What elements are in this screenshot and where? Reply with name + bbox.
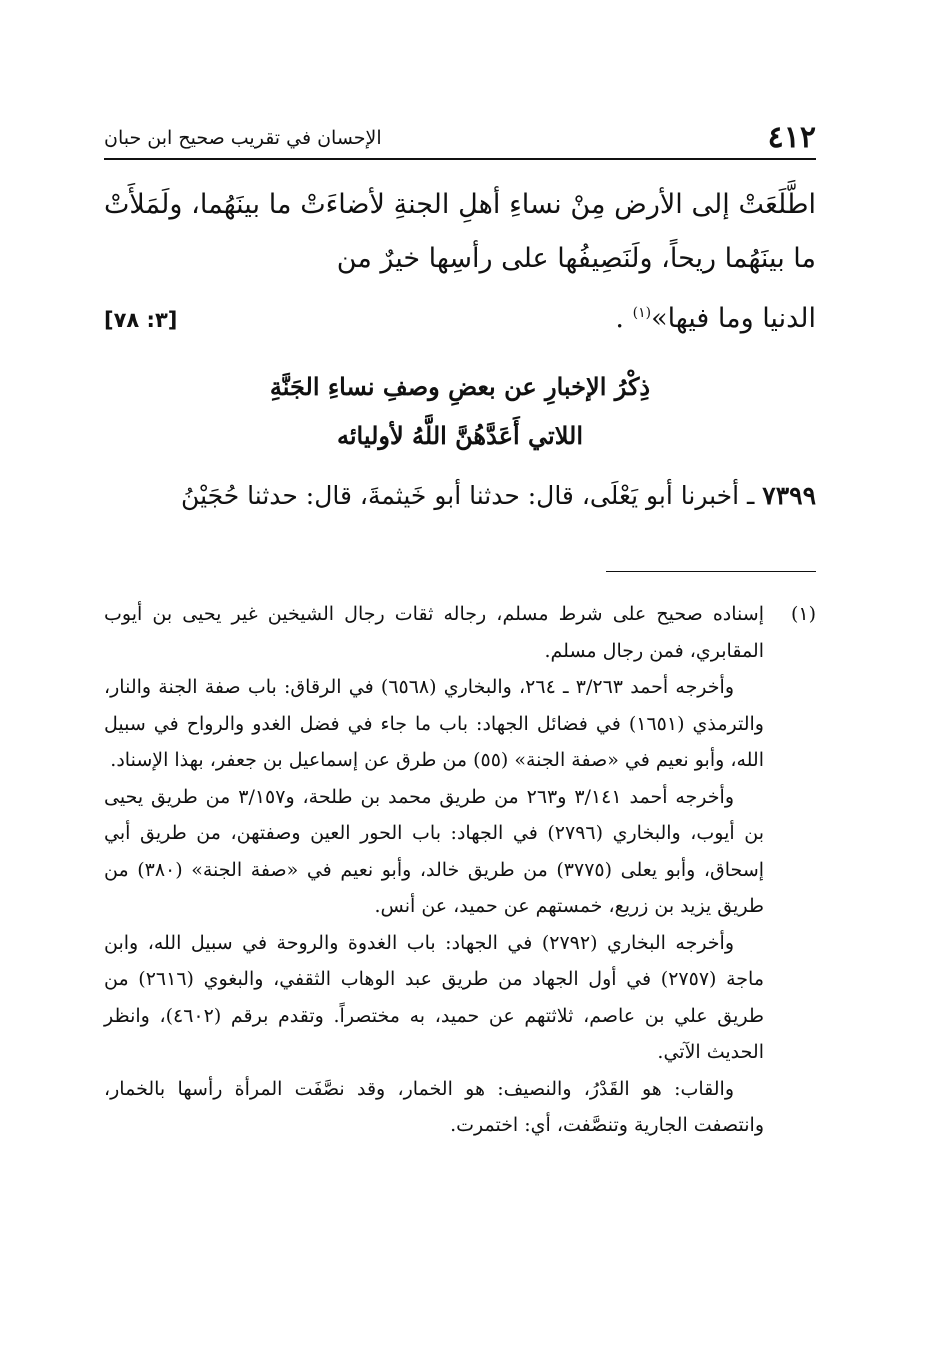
footnote-marker: (١)	[632, 305, 652, 321]
footnote-number: (١)	[790, 603, 816, 625]
main-text-last-line	[104, 286, 816, 347]
hadith-text: أخبرنا أبو يَعْلَى، قال: حدثنا أبو خَيثمةَ، قال: حدثنا حُجَيْنُ	[181, 481, 740, 510]
main-text	[104, 178, 816, 347]
main-text-final-words: الدنيا وما فيها»	[651, 303, 816, 334]
chapter-title-line1: ذِكْرُ الإخبارِ عن بعضِ وصفِ نساءِ الجَنَّةِ	[269, 372, 651, 401]
hadith-line	[104, 472, 816, 520]
end-punct: .	[615, 303, 633, 334]
footnote-paragraph: وأخرجه أحمد ٣/٢٦٣ ـ ٢٦٤، والبخاري (٦٥٦٨) في الرقاق: باب صفة الجنة والنار، والترمذي (١٦٥١) في فضائل الجهاد: باب ما جاء في فضل الغدو والرواح في سبيل الله، وأبو نعيم في «صفة الجنة» (٥٥) من طرق عن إسماعيل بن جعفر، بهذا الإسناد.	[104, 676, 764, 771]
hadith-number: ٧٣٩٩	[762, 481, 816, 510]
footnote-paragraph: إسناده صحيح على شرط مسلم، رجاله ثقات رجال الشيخين غير يحيى بن أيوب المقابري، فمن رجال مسلم.	[104, 603, 764, 662]
hadith-reference: [٣: ٧٨]	[104, 308, 178, 332]
page-number: ٤١٢	[767, 120, 816, 155]
footnote-paragraph: وأخرجه البخاري (٢٧٩٢) في الجهاد: باب الغدوة والروحة في سبيل الله، وابن ماجة (٢٧٥٧) في أول الجهاد من طريق عبد الوهاب الثقفي، والبغوي (٢٦١٦) من طريق علي بن عاصم، ثلاثتهم عن حميد، به مختصراً. وتقدم برقم (٤٦٠٢)، وانظر الحديث الآتي.	[104, 931, 764, 1063]
footnote	[104, 596, 816, 1144]
footnote-rule	[606, 571, 816, 572]
footnote-paragraph: وأخرجه أحمد ٣/١٤١ و٢٦٣ من طريق محمد بن طلحة، و٣/١٥٧ من طريق يحيى بن أيوب، والبخاري (٢٧٩٦) في الجهاد: باب الحور العين وصفتهن، من طريق أبي إسحاق، وأبو يعلى (٣٧٧٥) من طريق خالد، وأبو نعيم في «صفة الجنة» (٣٨٠) من طريق يزيد بن زريع، خمستهم عن حميد، عن أنس.	[104, 785, 765, 917]
hadith-dash: ـ	[739, 481, 763, 510]
main-text-final	[615, 286, 816, 346]
page-header	[104, 118, 816, 158]
running-title: الإحسان في تقريب صحيح ابن حبان	[104, 127, 382, 149]
footnote-paragraph: والقاب: هو القَدْرُ، والنصيف: هو الخمار، وقد نصَّفَت المرأة رأسها بالخمار، وانتصفت الجارية وتنصَّفت، أي: اختمرت.	[104, 1077, 764, 1136]
chapter-heading	[104, 362, 816, 460]
main-text-continuation: اطَّلَعَتْ إلى الأرض مِنْ نساءِ أهلِ الجنةِ لأضاءَتْ ما بينَهُما، ولَمَلأَتْ ما بينَهُما ريحاً، ولَنَصِيفُها على رأسِها خيرٌ من	[104, 189, 816, 274]
footnotes	[104, 596, 816, 1144]
chapter-title-line2: اللاتي أَعَدَّهُنَّ اللَّهُ لأوليائه	[336, 421, 584, 450]
footnote-body	[104, 596, 764, 1144]
header-rule	[104, 158, 816, 160]
